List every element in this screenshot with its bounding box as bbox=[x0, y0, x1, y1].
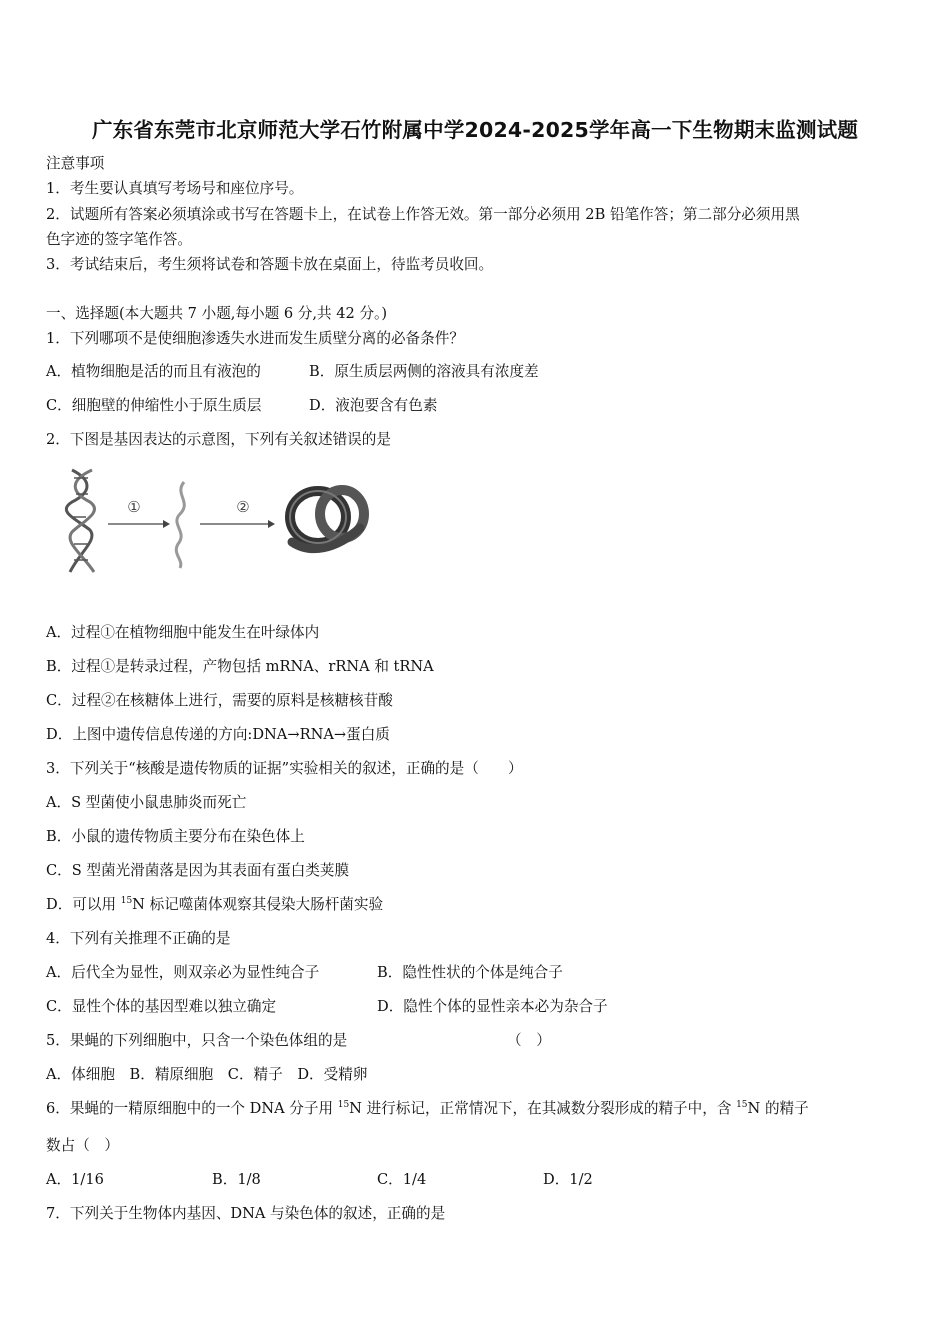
q4-option-c: C．显性个体的基因型难以独立确定 bbox=[46, 998, 277, 1015]
notice-item: 色字迹的签字笔作答。 bbox=[46, 231, 192, 248]
dna-helix-icon bbox=[66, 470, 94, 572]
notice-item: 2．试题所有答案必须填涂或书写在答题卡上，在试卷上作答无效。第一部分必须用 2B 铅笔作答；第二部分必须用黑 bbox=[46, 206, 800, 223]
section-heading: 一、选择题(本大题共 7 小题,每小题 6 分,共 42 分。) bbox=[46, 305, 388, 322]
notice-item: 3．考试结束后，考生须将试卷和答题卡放在桌面上，待监考员收回。 bbox=[46, 256, 494, 273]
gene-expression-figure bbox=[60, 462, 390, 577]
q2-option-d: D．上图中遗传信息传递的方向:DNA→RNA→蛋白质 bbox=[46, 726, 390, 743]
q1-option-c: C．细胞壁的伸缩性小于原生质层 bbox=[46, 397, 262, 414]
q3-option-d: D．可以用 $^{15}$N 标记噬菌体观察其侵染大肠杆菌实验 bbox=[46, 896, 384, 913]
protein-icon bbox=[290, 490, 364, 549]
question-1-stem: 1．下列哪项不是使细胞渗透失水进而发生质壁分离的必备条件？ bbox=[46, 330, 464, 347]
answer-parentheses: （ ） bbox=[507, 1032, 551, 1049]
q6-option-c: C．1/4 bbox=[377, 1171, 427, 1188]
q6-option-b: B．1/8 bbox=[212, 1171, 261, 1188]
question-6-stem: 6．果蝇的一精原细胞中的一个 DNA 分子用 $^{15}$N 进行标记，正常情况下，在其减数分裂形成的精子中，含 $^{15}$N 的精子 bbox=[46, 1100, 809, 1117]
q6-option-a: A．1/16 bbox=[46, 1171, 104, 1188]
q4-option-d: D．隐性个体的显性亲本必为杂合子 bbox=[377, 998, 608, 1015]
mrna-strand-icon bbox=[176, 482, 184, 568]
q6-option-d: D．1/2 bbox=[543, 1171, 593, 1188]
question-2-stem: 2．下图是基因表达的示意图，下列有关叙述错误的是 bbox=[46, 431, 391, 448]
question-4-stem: 4．下列有关推理不正确的是 bbox=[46, 930, 231, 947]
q5-options: A．体细胞 B．精原细胞 C．精子 D．受精卵 bbox=[46, 1066, 368, 1083]
step-1-label: ① bbox=[127, 498, 141, 516]
q2-option-b: B．过程①是转录过程，产物包括 mRNA、rRNA 和 tRNA bbox=[46, 658, 434, 675]
q1-option-b: B．原生质层两侧的溶液具有浓度差 bbox=[309, 363, 539, 380]
q1-option-a: A．植物细胞是活的而且有液泡的 bbox=[46, 363, 261, 380]
q4-option-a: A．后代全为显性，则双亲必为显性纯合子 bbox=[46, 964, 320, 981]
q3-option-c: C．S 型菌光滑菌落是因为其表面有蛋白类荚膜 bbox=[46, 862, 350, 879]
step-2-label: ② bbox=[236, 498, 250, 516]
q4-option-b: B．隐性性状的个体是纯合子 bbox=[377, 964, 563, 981]
q3-option-b: B．小鼠的遗传物质主要分布在染色体上 bbox=[46, 828, 305, 845]
q3-option-a: A．S 型菌使小鼠患肺炎而死亡 bbox=[46, 794, 247, 811]
question-6-stem-cont: 数占（ ） bbox=[46, 1137, 119, 1154]
question-3-stem: 3．下列关于“核酸是遗传物质的证据”实验相关的叙述，正确的是（ ） bbox=[46, 760, 523, 777]
q2-option-a: A．过程①在植物细胞中能发生在叶绿体内 bbox=[46, 624, 320, 641]
q1-option-d: D．液泡要含有色素 bbox=[309, 397, 438, 414]
page-title: 广东省东莞市北京师范大学石竹附属中学2024-2025学年高一下生物期末监测试题 bbox=[91, 118, 859, 142]
notice-item: 1．考生要认真填写考场号和座位序号。 bbox=[46, 180, 304, 197]
question-5-stem: 5．果蝇的下列细胞中，只含一个染色体组的是 bbox=[46, 1032, 348, 1049]
q2-option-c: C．过程②在核糖体上进行，需要的原料是核糖核苷酸 bbox=[46, 692, 393, 709]
question-7-stem: 7．下列关于生物体内基因、DNA 与染色体的叙述，正确的是 bbox=[46, 1205, 446, 1222]
notice-heading: 注意事项 bbox=[46, 155, 105, 172]
